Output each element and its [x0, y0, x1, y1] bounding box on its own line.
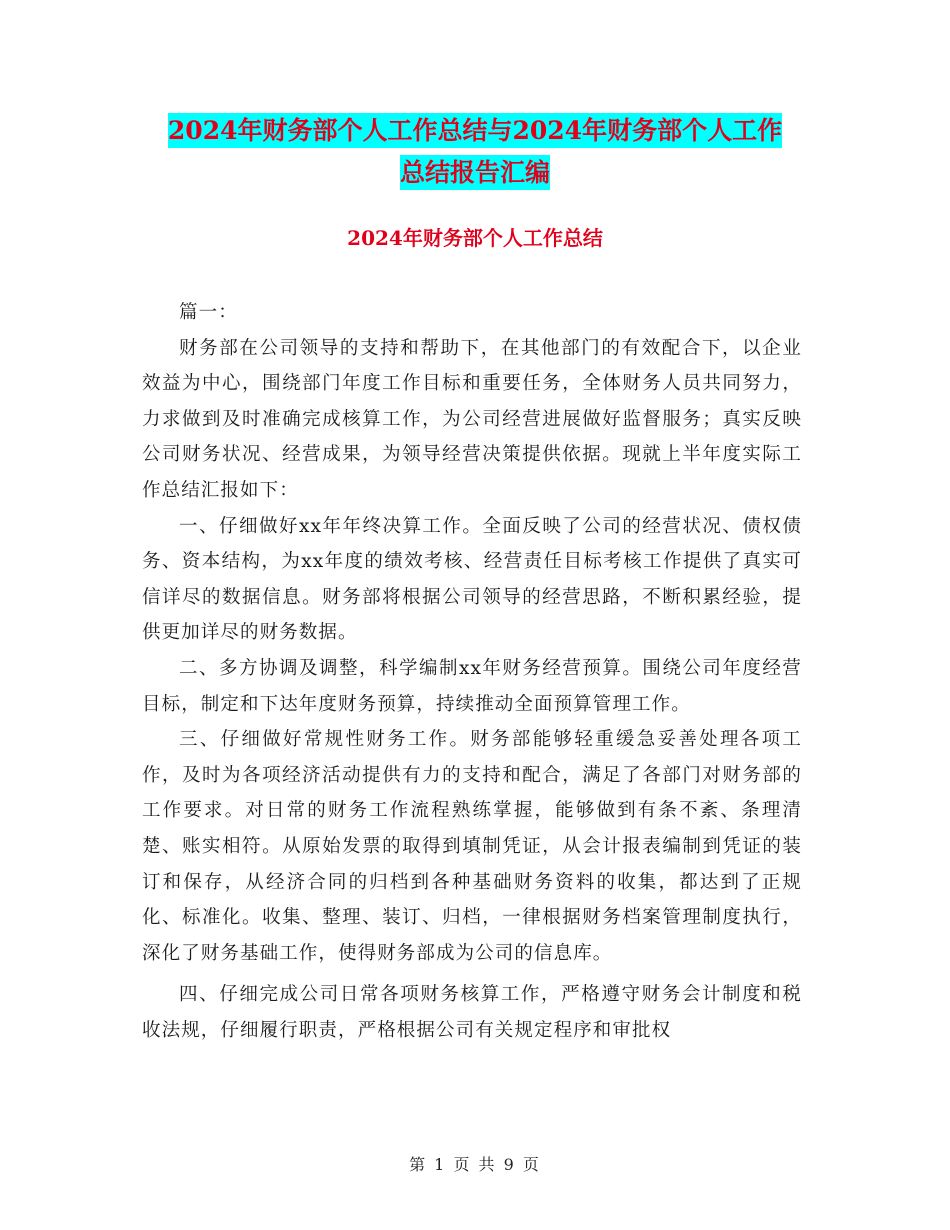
document-title-line2: 总结报告汇编	[400, 155, 550, 190]
section-title: 2024年财务部个人工作总结	[347, 226, 603, 250]
page-number-footer: 第 1 页 共 9 页	[409, 1155, 541, 1174]
document-title	[0, 110, 950, 194]
paragraph: 财务部在公司领导的支持和帮助下，在其他部门的有效配合下，以企业效益为中心，围绕部门年度工作目标和重要任务，全体财务人员共同努力，力求做到及时准确完成核算工作，为公司经营进展做好监督服务；真实反映公司财务状况、经营成果，为领导经营决策提供依据。现就上半年度实际工作总结汇报如下：	[142, 337, 802, 501]
document-title-line1: 2024年财务部个人工作总结与2024年财务部个人工作	[168, 113, 782, 148]
paragraph: 一、仔细做好xx年年终决算工作。全面反映了公司的经营状况、债权债务、资本结构，为xx年度的绩效考核、经营责任目标考核工作提供了真实可信详尽的数据信息。财务部将根据公司领导的经营思路，不断积累经验，提供更加详尽的财务数据。	[142, 515, 802, 644]
paragraph: 二、多方协调及调整，科学编制xx年财务经营预算。围绕公司年度经营目标，制定和下达年度财务预算，持续推动全面预算管理工作。	[142, 657, 802, 715]
paragraph: 四、仔细完成公司日常各项财务核算工作，严格遵守财务会计制度和税收法规，仔细履行职责，严格根据公司有关规定程序和审批权	[142, 984, 802, 1041]
paragraph-label: 篇一：	[179, 302, 238, 323]
document-body	[142, 295, 802, 1048]
paragraph: 三、仔细做好常规性财务工作。财务部能够轻重缓急妥善处理各项工作，及时为各项经济活动提供有力的支持和配合，满足了各部门对财务部的工作要求。对日常的财务工作流程熟练掌握，能够做到有条不紊、条理清楚、账实相符。从原始发票的取得到填制凭证，从会计报表编制到凭证的装订和保存，从经济合同的归档到各种基础财务资料的收集，都达到了正规化、标准化。收集、整理、装订、归档，一律根据财务档案管理制度执行，深化了财务基础工作，使得财务部成为公司的信息库。	[142, 729, 802, 964]
